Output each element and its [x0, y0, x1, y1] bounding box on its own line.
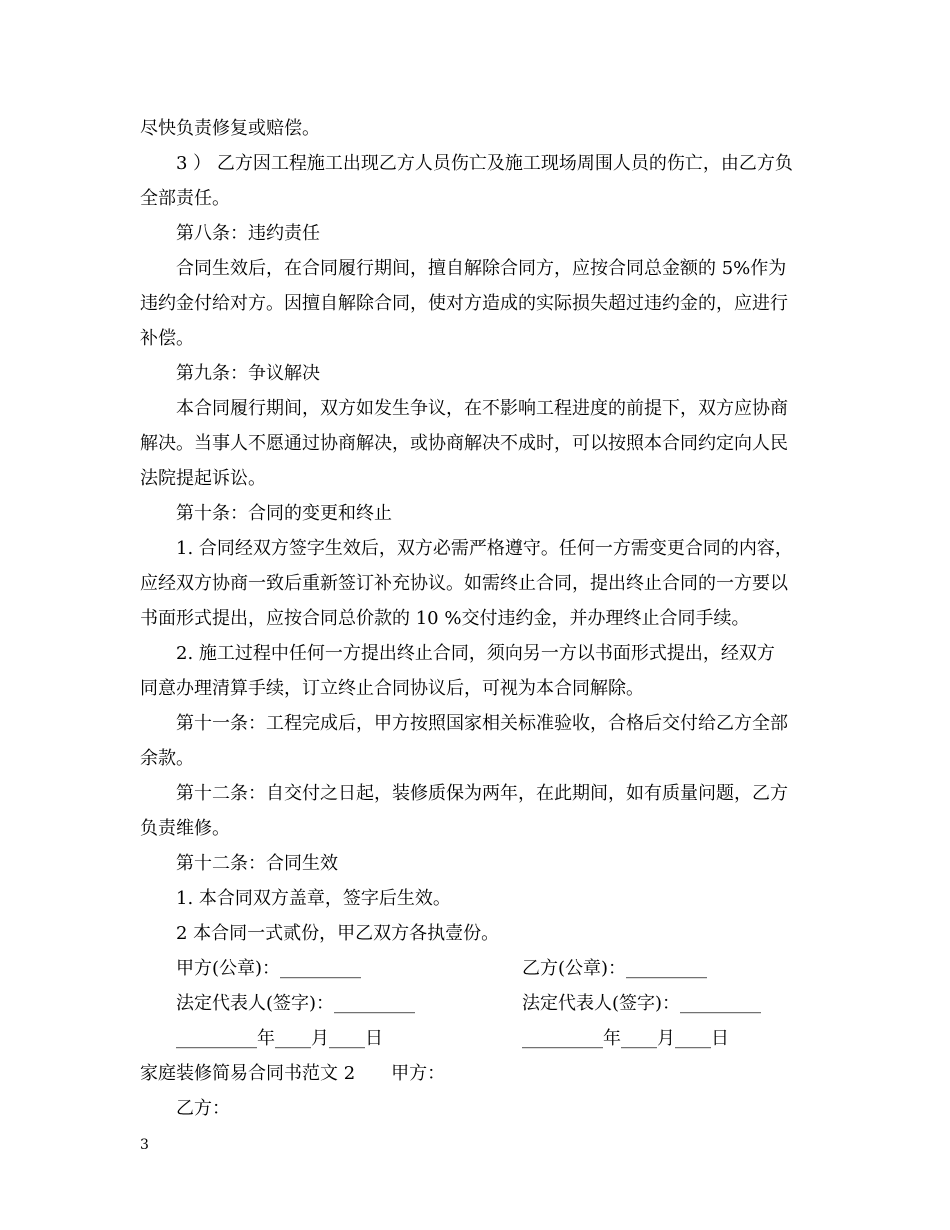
- section-heading: 第九条：争议解决: [176, 363, 320, 384]
- text-line: 应经双方协商一致后重新签订补充协议。如需终止合同，提出终止合同的一方要以: [140, 573, 788, 594]
- party-b-representative-field: 法定代表人(签字)：_________: [522, 993, 762, 1014]
- text-line: 补偿。: [140, 328, 194, 349]
- text-line: 全部责任。: [140, 188, 230, 209]
- text-line: 第十二条：自交付之日起，装修质保为两年，在此期间，如有质量问题，乙方: [176, 783, 788, 804]
- party-a-date-field: _________年____月____日: [176, 1028, 383, 1049]
- section-heading: 第十二条：合同生效: [176, 853, 338, 874]
- text-line: 3 ） 乙方因工程施工出现乙方人员伤亡及施工现场周围人员的伤亡，由乙方负: [176, 153, 793, 174]
- section-heading: 第十条：合同的变更和终止: [176, 503, 392, 524]
- text-line: 1. 合同经双方签字生效后，双方必需严格遵守。任何一方需变更合同的内容，: [176, 538, 793, 559]
- party-a-seal-field: 甲方(公章)：_________: [176, 958, 362, 979]
- text-line: 尽快负责修复或赔偿。: [140, 118, 320, 139]
- text-line: 同意办理清算手续，订立终止合同协议后，可视为本合同解除。: [140, 678, 644, 699]
- text-line: 2 本合同一式贰份，甲乙双方各执壹份。: [176, 923, 500, 944]
- text-line: 书面形式提出，应按合同总价款的 10 %交付违约金，并办理终止合同手续。: [140, 608, 750, 629]
- text-line: 解决。当事人不愿通过协商解决，或协商解决不成时，可以按照本合同约定向人民: [140, 433, 788, 454]
- text-line: 余款。: [140, 748, 194, 769]
- next-party-b-label: 乙方：: [176, 1098, 230, 1119]
- text-line: 违约金付给对方。因擅自解除合同，使对方造成的实际损失超过违约金的，应进行: [140, 293, 788, 314]
- text-line: 2. 施工过程中任何一方提出终止合同，须向另一方以书面形式提出，经双方: [176, 643, 775, 664]
- text-line: 1. 本合同双方盖章，签字后生效。: [176, 888, 451, 909]
- party-a-representative-field: 法定代表人(签字)：_________: [176, 993, 416, 1014]
- text-line: 法院提起诉讼。: [140, 468, 266, 489]
- page-number: 3: [140, 1137, 149, 1153]
- text-line: 第十一条：工程完成后，甲方按照国家相关标准验收，合格后交付给乙方全部: [176, 713, 788, 734]
- party-b-date-field: _________年____月____日: [522, 1028, 729, 1049]
- section-heading: 第八条：违约责任: [176, 223, 320, 244]
- text-line: 本合同履行期间，双方如发生争议，在不影响工程进度的前提下，双方应协商: [176, 398, 788, 419]
- party-b-seal-field: 乙方(公章)：_________: [522, 958, 708, 979]
- next-document-title: 家庭装修简易合同书范文 2 甲方：: [140, 1063, 446, 1084]
- text-line: 负责维修。: [140, 818, 230, 839]
- text-line: 合同生效后，在合同履行期间，擅自解除合同方，应按合同总金额的 5%作为: [176, 258, 787, 279]
